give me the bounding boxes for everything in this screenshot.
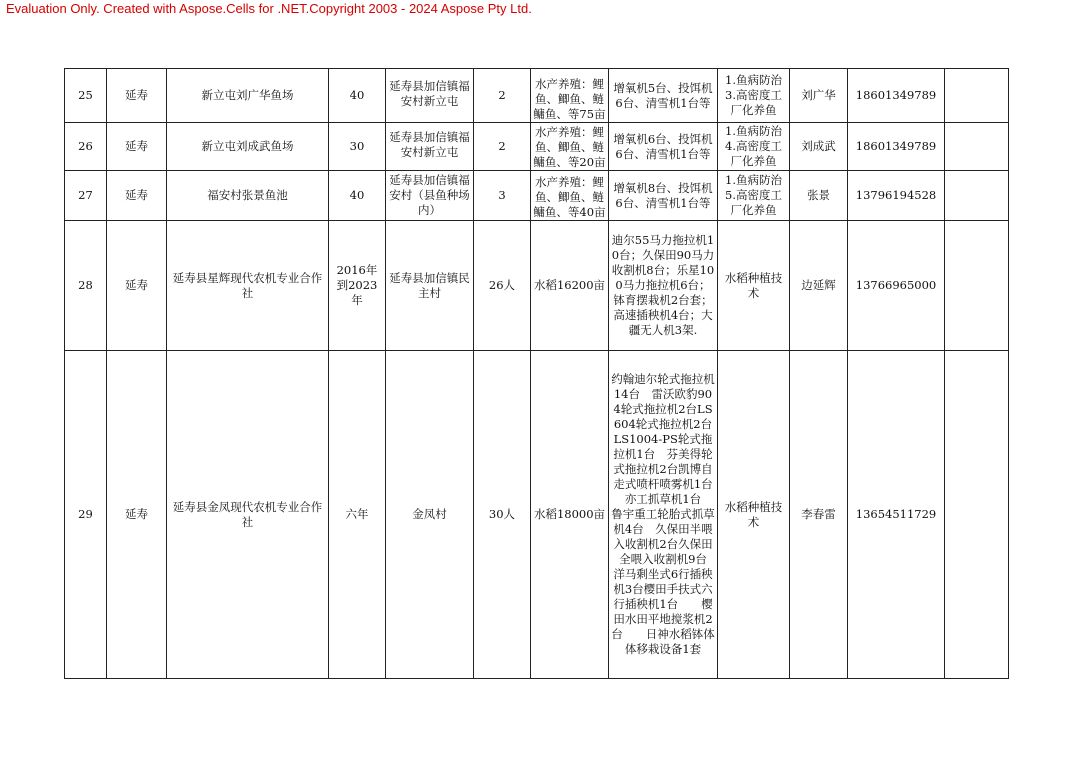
county-cell: 延寿 — [107, 221, 167, 351]
business-text: 水产养殖：鲤鱼、鲫鱼、鲢鳙鱼、等20亩 — [533, 124, 606, 169]
entity-name-cell: 新立屯刘广华鱼场 — [167, 69, 329, 123]
business-cell: 水稻18000亩 — [531, 351, 609, 679]
service-cell: 1.鱼病防治3.高密度工厂化养鱼 — [718, 69, 790, 123]
address-cell — [386, 123, 474, 171]
staff-cell: 2 — [474, 123, 531, 171]
county-cell: 延寿 — [107, 171, 167, 221]
business-text: 水产养殖：鲤鱼、鲫鱼、鲢鳙鱼、等75亩 — [533, 76, 606, 121]
scale-cell: 六年 — [329, 351, 386, 679]
address-cell: 金凤村 — [386, 351, 474, 679]
staff-cell: 3 — [474, 171, 531, 221]
equipment-cell: 迪尔55马力拖拉机10台；久保田90马力收割机8台；乐星100马力拖拉机6台；钵育摆栽机2台套；高速插秧机4台；大疆无人机3架. — [609, 221, 718, 351]
entity-name-cell: 延寿县星辉现代农机专业合作社 — [167, 221, 329, 351]
row-number: 26 — [65, 123, 107, 171]
equipment-cell: 增氧机8台、投饵机6台、清雪机1台等 — [609, 171, 718, 221]
row-number: 25 — [65, 69, 107, 123]
phone-cell: 13796194528 — [848, 171, 945, 221]
contact-cell: 刘广华 — [790, 69, 848, 123]
phone-cell: 13654511729 — [848, 351, 945, 679]
note-cell — [945, 171, 1009, 221]
equipment-cell: 增氧机5台、投饵机6台、清雪机1台等 — [609, 69, 718, 123]
county-cell: 延寿 — [107, 351, 167, 679]
note-cell — [945, 123, 1009, 171]
business-text: 水产养殖：鲤鱼、鲫鱼、鲢鳙鱼、等40亩 — [533, 174, 606, 219]
business-cell: 水稻16200亩 — [531, 221, 609, 351]
table-row — [65, 171, 1009, 221]
address-cell — [386, 69, 474, 123]
evaluation-watermark: Evaluation Only. Created with Aspose.Cells for .NET.Copyright 2003 - 2024 Aspose Pty Ltd. — [6, 1, 532, 16]
table-row — [65, 221, 1009, 351]
staff-cell: 30人 — [474, 351, 531, 679]
scale-cell: 2016年到2023年 — [329, 221, 386, 351]
table-row — [65, 69, 1009, 123]
note-cell — [945, 351, 1009, 679]
equipment-cell: 约翰迪尔轮式拖拉机14台 雷沃欧豹904轮式拖拉机2台LS604轮式拖拉机2台 LS1004-PS轮式拖拉机1台 芬美得轮式拖拉机2台凯博自走式喷杆喷雾机1台 亦工抓草机1台 鲁宇重工轮胎式抓草机4台 久保田半喂入收割机2台久保田全喂入收割机9台 洋马剩坐式6行插秧机3台樱田手扶式六行插秧机1台 樱田水田平地搅浆机2台 日神水稻钵体体移栽设备1套 — [609, 351, 718, 679]
scale-cell: 30 — [329, 123, 386, 171]
service-cell: 水稻种植技术 — [718, 351, 790, 679]
entity-name-cell: 新立屯刘成武鱼场 — [167, 123, 329, 171]
note-cell — [945, 69, 1009, 123]
staff-cell: 2 — [474, 69, 531, 123]
address-text: 延寿县加信镇福安村新立屯 — [389, 129, 470, 159]
contact-cell: 刘成武 — [790, 123, 848, 171]
scale-cell: 40 — [329, 171, 386, 221]
entity-name-cell: 延寿县金凤现代农机专业合作社 — [167, 351, 329, 679]
phone-cell: 18601349789 — [848, 69, 945, 123]
table-row — [65, 123, 1009, 171]
county-cell: 延寿 — [107, 69, 167, 123]
scale-cell: 40 — [329, 69, 386, 123]
business-cell — [531, 171, 609, 221]
business-cell — [531, 123, 609, 171]
cooperative-table — [64, 68, 1009, 679]
equipment-cell: 增氧机6台、投饵机6台、清雪机1台等 — [609, 123, 718, 171]
phone-cell: 13766965000 — [848, 221, 945, 351]
row-number: 29 — [65, 351, 107, 679]
county-cell: 延寿 — [107, 123, 167, 171]
staff-cell: 26人 — [474, 221, 531, 351]
contact-cell: 李春雷 — [790, 351, 848, 679]
service-cell: 水稻种植技术 — [718, 221, 790, 351]
service-cell: 1.鱼病防治4.高密度工厂化养鱼 — [718, 123, 790, 171]
phone-cell: 18601349789 — [848, 123, 945, 171]
row-number: 27 — [65, 171, 107, 221]
address-cell: 延寿县加信镇福安村（县鱼种场内） — [386, 171, 474, 221]
table-row — [65, 351, 1009, 679]
note-cell — [945, 221, 1009, 351]
address-text: 延寿县加信镇福安村新立屯 — [389, 78, 470, 108]
service-cell: 1.鱼病防治5.高密度工厂化养鱼 — [718, 171, 790, 221]
contact-cell: 张景 — [790, 171, 848, 221]
contact-cell: 边延辉 — [790, 221, 848, 351]
entity-name-cell: 福安村张景鱼池 — [167, 171, 329, 221]
row-number: 28 — [65, 221, 107, 351]
business-cell — [531, 69, 609, 123]
address-cell: 延寿县加信镇民主村 — [386, 221, 474, 351]
